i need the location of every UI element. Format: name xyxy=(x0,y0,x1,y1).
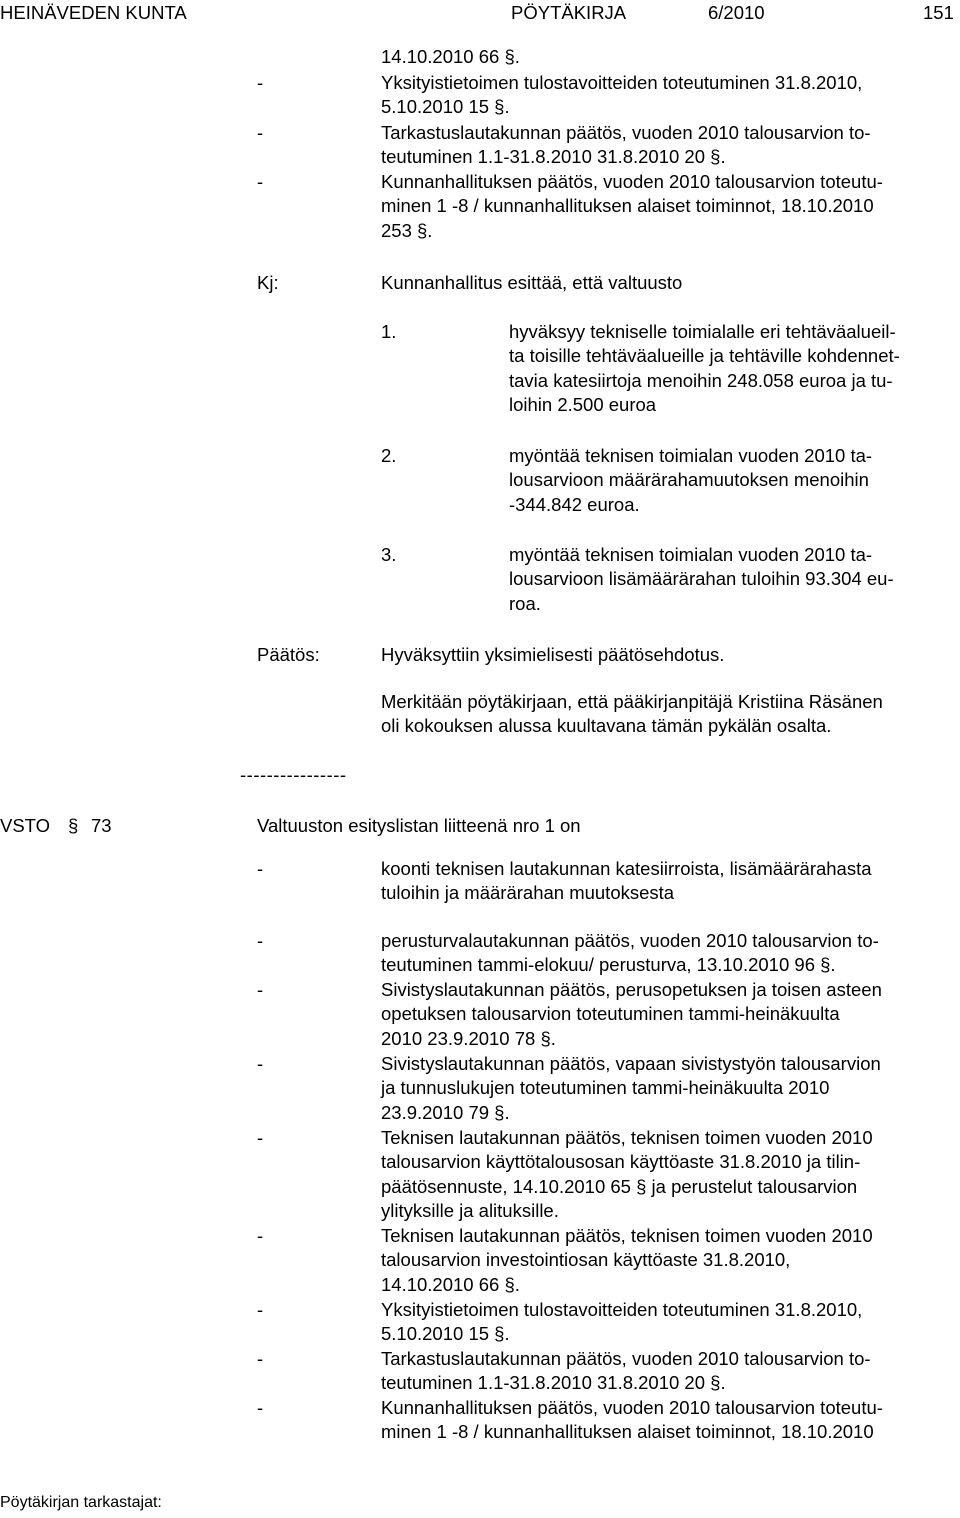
list-item-line: Yksityistietoimen tulostavoitteiden toteutuminen 31.8.2010, xyxy=(381,1299,863,1320)
list-item-line: ja tunnuslukujen toteutuminen tammi-heinäkuulta 2010 xyxy=(381,1077,830,1099)
list-dash: - xyxy=(257,930,264,951)
list-item-line: Teknisen lautakunnan päätös, teknisen toimen vuoden 2010 xyxy=(381,1225,873,1246)
numbered-item-line: loihin 2.500 euroa xyxy=(509,394,657,416)
continuation-line: 14.10.2010 66 §. xyxy=(381,46,520,67)
list-dash: - xyxy=(257,72,264,93)
decision-label: Päätös: xyxy=(257,644,320,665)
list-item-line: koonti teknisen lautakunnan katesiirroista, lisämäärärahasta xyxy=(381,858,872,879)
list-dash: - xyxy=(257,1299,264,1320)
list-item-line: Tarkastuslautakunnan päätös, vuoden 2010 talousarvion to- xyxy=(381,122,871,143)
list-dash: - xyxy=(257,1053,264,1074)
list-dash: - xyxy=(257,171,264,192)
list-item-line: opetuksen talousarvion toteutuminen tammi-heinäkuulta xyxy=(381,1003,840,1025)
kj-text: Kunnanhallitus esittää, että valtuusto xyxy=(381,272,683,293)
list-item-line: Sivistyslautakunnan päätös, perusopetuksen ja toisen asteen xyxy=(381,979,882,1000)
decision-note xyxy=(381,690,883,739)
header-issue: 6/2010 xyxy=(708,2,765,23)
numbered-item-line: roa. xyxy=(509,592,541,614)
item-number: 2. xyxy=(381,445,397,466)
list-item-line: 5.10.2010 15 §. xyxy=(381,96,510,118)
numbered-item-line: myöntää teknisen toimialan vuoden 2010 ta- xyxy=(509,445,873,466)
list-item-line: Sivistyslautakunnan päätös, vapaan sivistystyön talousarvion xyxy=(381,1053,881,1074)
list-item-line: Teknisen lautakunnan päätös, teknisen toimen vuoden 2010 xyxy=(381,1127,873,1148)
list-dash: - xyxy=(257,858,264,879)
list-item-line: päätösennuste, 14.10.2010 65 § ja perustelut talousarvion xyxy=(381,1175,858,1197)
decision-note-line: oli kokouksen alussa kuultavana tämän pykälän osalta. xyxy=(381,715,832,737)
list-dash: - xyxy=(257,1127,264,1148)
separator-line: ---------------- xyxy=(240,764,347,785)
list-item-line: 253 §. xyxy=(381,219,433,241)
list-item-line: teutuminen 1.1-31.8.2010 31.8.2010 20 §. xyxy=(381,1372,726,1394)
numbered-item-line: hyväksyy tekniselle toimialalle eri tehtäväalueil- xyxy=(509,321,896,342)
list-item-line: 23.9.2010 79 §. xyxy=(381,1101,510,1123)
list-dash: - xyxy=(257,1348,264,1369)
list-item-line: Kunnanhallituksen päätös, vuoden 2010 talousarvion toteutu- xyxy=(381,171,883,192)
list-item-line: minen 1 -8 / kunnanhallituksen alaiset toiminnot, 18.10.2010 xyxy=(381,195,874,217)
item-number: 3. xyxy=(381,544,397,565)
list-item-line: 5.10.2010 15 §. xyxy=(381,1323,510,1345)
decision-note-line: Merkitään pöytäkirjaan, että pääkirjanpitäjä Kristiina Räsänen xyxy=(381,691,883,712)
list-item-line: Yksityistietoimen tulostavoitteiden toteutuminen 31.8.2010, xyxy=(381,72,863,93)
numbered-item-line: myöntää teknisen toimialan vuoden 2010 ta- xyxy=(509,544,873,565)
list-item-line: perusturvalautakunnan päätös, vuoden 2010 talousarvion to- xyxy=(381,930,879,951)
list-item-line: Kunnanhallituksen päätös, vuoden 2010 talousarvion toteutu- xyxy=(381,1397,883,1418)
section-title: Valtuuston esityslistan liitteenä nro 1 on xyxy=(257,815,581,836)
section-label: VSTO xyxy=(0,815,51,836)
list-item-line: Tarkastuslautakunnan päätös, vuoden 2010 talousarvion to- xyxy=(381,1348,871,1369)
list-item-line: minen 1 -8 / kunnanhallituksen alaiset toiminnot, 18.10.2010 xyxy=(381,1421,874,1443)
list-item-line: talousarvion investointiosan käyttöaste 31.8.2010, xyxy=(381,1249,791,1271)
header-org: HEINÄVEDEN KUNTA xyxy=(0,2,187,23)
header-doc-type: PÖYTÄKIRJA xyxy=(511,2,627,23)
list-dash: - xyxy=(257,122,264,143)
kj-label: Kj: xyxy=(257,272,279,293)
list-dash: - xyxy=(257,979,264,1000)
list-item-line: ylityksille ja alituksille. xyxy=(381,1200,559,1222)
footer-label: Pöytäkirjan tarkastajat: xyxy=(0,1494,162,1511)
list-item-line: 14.10.2010 66 §. xyxy=(381,1273,520,1295)
list-item-line: teutuminen tammi-elokuu/ perusturva, 13.10.2010 96 §. xyxy=(381,954,836,976)
numbered-item-line: -344.842 euroa. xyxy=(509,493,640,515)
header-page-number: 151 xyxy=(923,2,954,23)
section-number: 73 xyxy=(91,815,112,836)
decision-text: Hyväksyttiin yksimielisesti päätösehdotus. xyxy=(381,644,725,665)
list-item-line: talousarvion käyttötalousosan käyttöaste 31.8.2010 ja tilin- xyxy=(381,1151,861,1173)
list-item-line: 2010 23.9.2010 78 §. xyxy=(381,1027,556,1049)
item-number: 1. xyxy=(381,321,397,342)
list-item-line: teutuminen 1.1-31.8.2010 31.8.2010 20 §. xyxy=(381,146,726,168)
numbered-item-line: lousarvioon määrärahamuutoksen menoihin xyxy=(509,469,869,491)
list-dash: - xyxy=(257,1397,264,1418)
numbered-item-line: ta toisille tehtäväalueille ja tehtäville kohdennet- xyxy=(509,345,900,367)
numbered-item-line: lousarvioon lisämäärärahan tuloihin 93.304 eu- xyxy=(509,568,894,590)
list-item-line: tuloihin ja määrärahan muutoksesta xyxy=(381,882,675,904)
section-symbol: § xyxy=(68,815,79,836)
numbered-item-line: tavia katesiirtoja menoihin 248.058 euroa ja tu- xyxy=(509,369,893,391)
list-dash: - xyxy=(257,1225,264,1246)
